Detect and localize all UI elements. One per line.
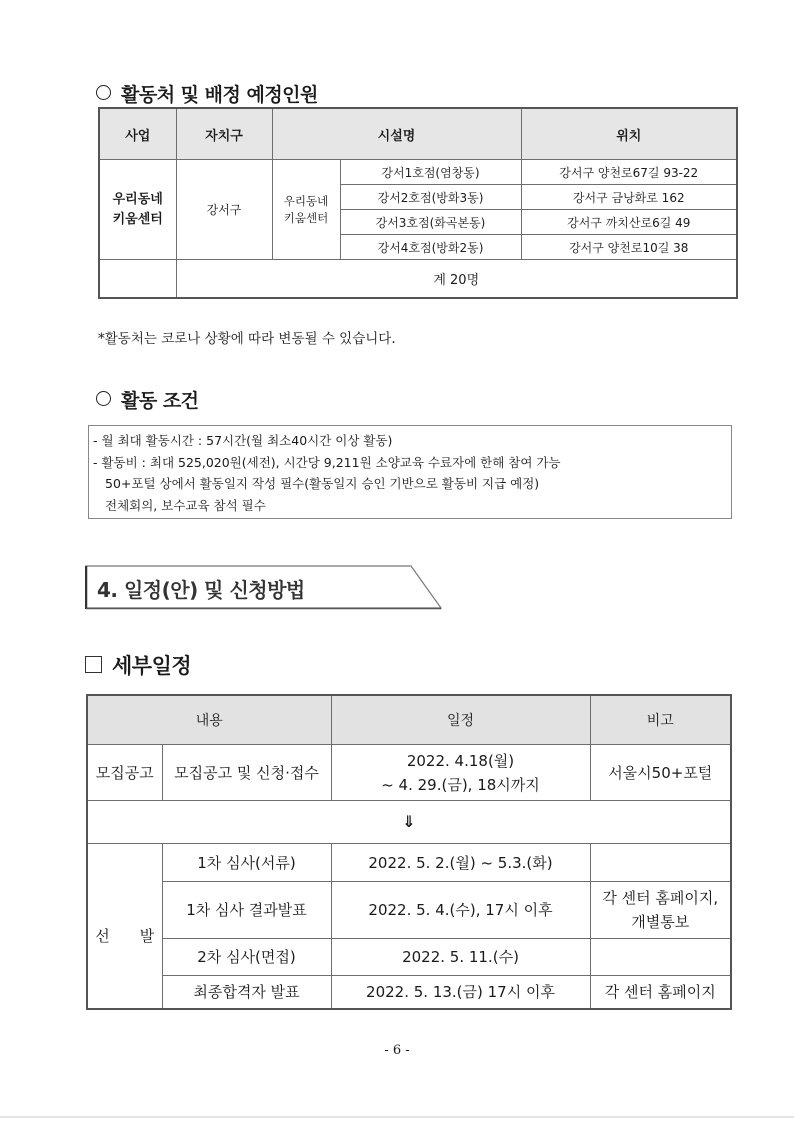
header-content: 내용 [87,695,331,745]
selection-note-cell [590,939,731,976]
note-line: 개별통보 [631,913,690,931]
total-row [99,260,737,299]
location-cell: 강서구 까치산로6길 49 [521,210,737,235]
table-row [87,745,731,801]
condition-line: - 월 최대 활동시간 : 57시간(월 최소40시간 이상 활동) [93,433,393,448]
facility-group-line: 키움센터 [283,210,329,225]
section-title-conditions [96,386,199,413]
facility-cell: 강서4호점(방화2동) [340,235,521,260]
total-empty-cell [99,260,176,299]
section-title-text: 활동처 및 배정 예정인원 [121,84,318,106]
schedule-title [85,650,191,680]
arrow-row [87,801,731,844]
recruit-date-cell [331,745,590,801]
selection-category-cell: 선 발 [87,844,162,1009]
program-cell [99,160,176,260]
section-title-activity-sites [96,80,318,107]
condition-line: 전체회의, 보수교육 참석 필수 [105,497,266,513]
facility-group-cell [272,160,340,260]
selection-date-cell: 2022. 5. 11.(수) [331,939,590,976]
table-header-row [87,695,731,745]
checkbox-square-icon [85,656,102,673]
program-line: 우리동네 [112,191,163,207]
location-cell: 강서구 양천로67길 93-22 [521,160,737,185]
selection-note-cell: 각 센터 홈페이지 [590,976,731,1009]
facility-cell: 강서2호점(방화3동) [340,185,521,210]
down-arrow-icon: ⇓ [87,801,731,844]
table-row [99,160,737,185]
circle-bullet-icon [96,85,111,100]
schedule-table [86,694,732,1010]
header-note: 비고 [590,695,731,745]
activity-sites-table [98,107,738,299]
recruit-note-cell: 서울시50+포털 [590,745,731,801]
selection-date-cell: 2022. 5. 2.(월) ~ 5.3.(화) [331,844,590,882]
location-cell: 강서구 금낭화로 162 [521,185,737,210]
condition-line: - 활동비 : 최대 525,020원(세전), 시간당 9,211원 소양교육 수료자에 한해 참여 가능 [93,454,561,470]
facility-group-line: 우리동네 [283,193,329,208]
activity-sites-note: *활동처는 코로나 상황에 따라 변동될 수 있습니다. [98,331,396,347]
table-row [87,844,731,882]
page-number: - 6 - [384,1043,410,1058]
table-row [87,976,731,1009]
facility-cell: 강서3호점(화곡본동) [340,210,521,235]
conditions-box [88,425,732,519]
date-line: ~ 4. 29.(금), 18시까지 [381,775,540,794]
header-facility: 시설명 [272,108,521,160]
selection-note-cell [590,844,731,882]
header-district: 자치구 [176,108,272,160]
page-bottom-edge [0,1116,794,1118]
selection-date-cell: 2022. 5. 4.(수), 17시 이후 [331,882,590,939]
note-line: 각 센터 홈페이지, [602,889,719,907]
recruit-category-cell: 모집공고 [87,745,162,801]
chapter-banner [85,564,445,610]
selection-item-cell: 1차 심사(서류) [162,844,331,882]
circle-bullet-icon [96,391,111,406]
selection-item-cell: 2차 심사(면접) [162,939,331,976]
district-cell: 강서구 [176,160,272,260]
selection-item-cell: 1차 심사 결과발표 [162,882,331,939]
table-row [87,882,731,939]
facility-cell: 강서1호점(염창동) [340,160,521,185]
header-location: 위치 [521,108,737,160]
total-cell: 계 20명 [176,260,737,299]
section-title-text: 활동 조건 [121,390,199,412]
condition-line: 50+포털 상에서 활동일지 작성 필수(활동일지 승인 기반으로 활동비 지급 예정) [105,476,540,491]
schedule-title-text: 세부일정 [112,654,192,678]
table-row [87,939,731,976]
selection-item-cell: 최종합격자 발표 [162,976,331,1009]
selection-note-cell [590,882,731,939]
program-line: 키움센터 [112,211,163,227]
table-header-row [99,108,737,160]
date-line: 2022. 4.18(월) [406,751,515,770]
chapter-title: 4. 일정(안) 및 신청방법 [97,578,305,602]
header-date: 일정 [331,695,590,745]
selection-date-cell: 2022. 5. 13.(금) 17시 이후 [331,976,590,1009]
location-cell: 강서구 양천로10길 38 [521,235,737,260]
recruit-item-cell: 모집공고 및 신청·접수 [162,745,331,801]
header-program: 사업 [99,108,176,160]
